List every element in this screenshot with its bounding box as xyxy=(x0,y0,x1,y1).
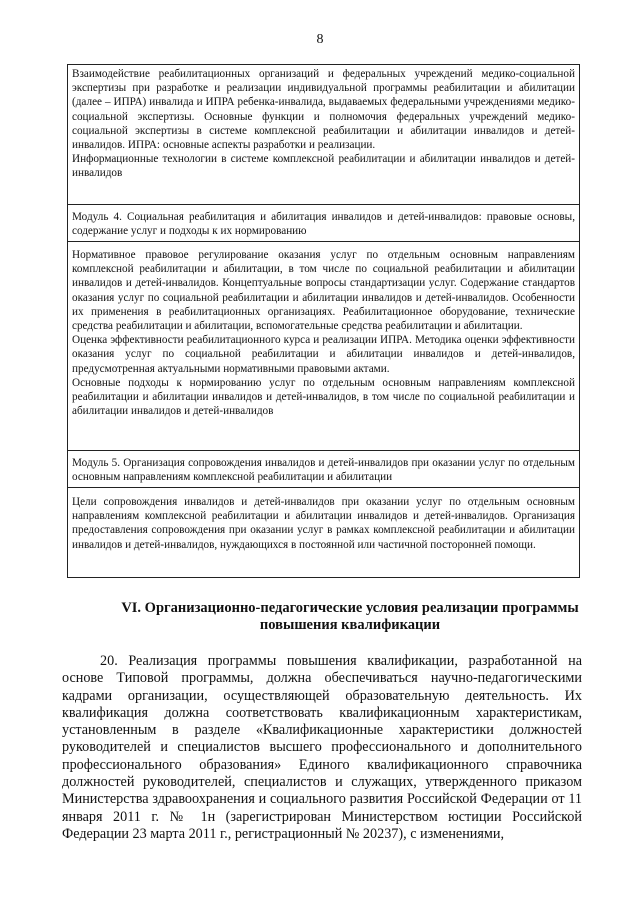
table-row xyxy=(68,242,579,451)
table-cell-text: Оценка эффективности реабилитационного курса и реализации ИПРА. Методика оценки эффективности оказания услуг по социальной реабилитации и абилитации инвалидов и детей-инвалидов, предусмотренная актуальными нормативными правовыми актами. xyxy=(72,334,575,375)
module-5-title: Модуль 5. Организация сопровождения инвалидов и детей-инвалидов при оказании услуг по отдельным основным направлениям комплексной реабилитации и абилитации xyxy=(72,457,575,484)
table-row xyxy=(68,65,579,205)
section-heading-line: VI. Организационно-педагогические условия реализации программы xyxy=(121,600,579,616)
module-title-row xyxy=(68,451,579,488)
module-4-title: Модуль 4. Социальная реабилитация и абилитация инвалидов и детей-инвалидов: правовые основы, содержание услуг и подходы к их нормированию xyxy=(72,211,575,238)
table-row xyxy=(68,488,579,577)
program-content-table xyxy=(67,64,580,578)
table-cell-text: Основные подходы к нормированию услуг по отдельным основным направлениям комплексной реабилитации и абилитации инвалидов и детей-инвалидов, в том числе по социальной реабилитации и абилитации инвалидов и детей-инвалидов xyxy=(72,376,575,418)
page-number: 8 xyxy=(316,32,324,47)
table-cell-text: Информационные технологии в системе комплексной реабилитации и абилитации инвалидов и детей-инвалидов xyxy=(72,153,575,180)
section-heading xyxy=(100,600,600,634)
table-cell-text: Нормативное правовое регулирование оказания услуг по отдельным основным направлениям комплексной реабилитации и абилитации, в том числе по социальной реабилитации и абилитации инвалидов и детей-инвалидов. Концептуальные вопросы стандартизации услуг. Содержание стандартов оказания услуг по социальной реабилитации и абилитации инвалидов и детей-инвалидов. Особенности их применения в реабилитационных организациях. Реабилитационное оборудование, технические средства реабилитации и абилитации, вспомогательные средства реабилитации и абилитации. xyxy=(72,249,575,333)
body-text xyxy=(62,653,582,843)
section-heading-line: повышения квалификации xyxy=(259,617,441,633)
table-cell-text: Цели сопровождения инвалидов и детей-инвалидов при оказании услуг по отдельным основным направлениям комплексной реабилитации и абилитации инвалидов и детей-инвалидов. Организация предоставления сопровождения при оказании услуг в рамках комплексной реабилитации и абилитации инвалидов и детей-инвалидов, нуждающихся в постоянной или частичной посторонней помощи. xyxy=(72,496,575,551)
table-cell-text: Взаимодействие реабилитационных организаций и федеральных учреждений медико-социальной экспертизы при разработке и реализации индивидуальной программы реабилитации и абилитации (далее – ИПРА) инвалида и ИПРА ребенка-инвалида, выдаваемых федеральными учреждениями медико-социальной экспертизы. Основные функции и полномочия федеральных учреждений медико-социальной экспертизы в системе комплексной реабилитации и абилитации инвалидов и детей-инвалидов. ИПРА: основные аспекты разработки и реализации. xyxy=(72,68,575,152)
paragraph-20: 20. Реализация программы повышения квалификации, разработанной на основе Типовой программы, должна обеспечиваться научно-педагогическими кадрами организации, осуществляющей образовательную деятельность. Их квалификация должна соответствовать квалификационным характеристикам, установленным в разделе «Квалификационные характеристики должностей руководителей и специалистов высшего профессионального и дополнительного профессионального образования» Единого квалификационного справочника должностей руководителей, специалистов и служащих, утвержденного приказом Министерства здравоохранения и социального развития Российской Федерации от 11 января 2011 г. № 1н (зарегистрирован Министерством юстиции Российской Федерации 23 марта 2011 г., регистрационный № 20237), с изменениями, xyxy=(62,653,582,842)
module-title-row xyxy=(68,205,579,242)
